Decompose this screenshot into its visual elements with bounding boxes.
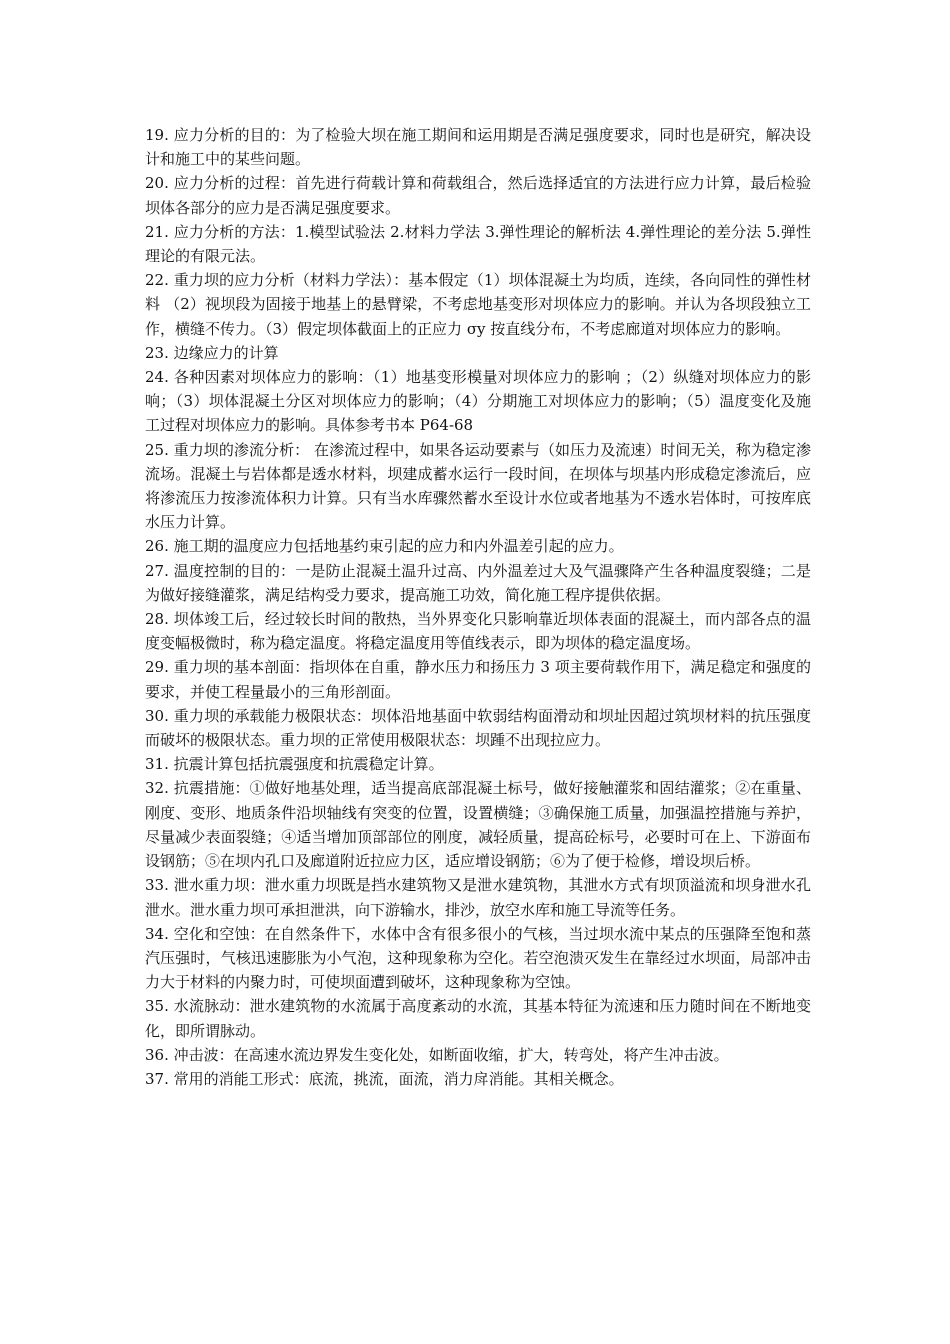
document-body [145, 123, 811, 1091]
list-item: 23. 边缘应力的计算 [145, 343, 279, 362]
list-item: 27. 温度控制的目的：一是防止混凝土温升过高、内外温差过大及气温骤降产生各种温度裂缝；二是为做好接缝灌浆，满足结构受力要求，提高施工功效，简化施工程序提供依据。 [145, 561, 811, 604]
list-item: 33. 泄水重力坝：泄水重力坝既是挡水建筑物又是泄水建筑物，其泄水方式有坝顶溢流和坝身泄水孔泄水。泄水重力坝可承担泄洪，向下游输水，排沙，放空水库和施工导流等任务。 [145, 876, 811, 919]
list-item: 37. 常用的消能工形式：底流，挑流，面流，消力戽消能。其相关概念。 [145, 1069, 624, 1088]
list-item: 21. 应力分析的方法：1.模型试验法 2.材料力学法 3.弹性理论的解析法 4.弹性理论的差分法 5.弹性理论的有限元法。 [145, 222, 811, 266]
list-item: 26. 施工期的温度应力包括地基约束引起的应力和内外温差引起的应力。 [145, 537, 624, 556]
list-item: 35. 水流脉动：泄水建筑物的水流属于高度紊动的水流，其基本特征为流速和压力随时间在不断地变化，即所谓脉动。 [145, 997, 811, 1040]
list-item: 28. 坝体竣工后，经过较长时间的散热，当外界变化只影响靠近坝体表面的混凝土，而内部各点的温度变幅极微时，称为稳定温度。将稳定温度用等值线表示，即为坝体的稳定温度场。 [145, 610, 811, 653]
list-item: 29. 重力坝的基本剖面：指坝体在自重，静水压力和扬压力 3 项主要荷载作用下，满足稳定和强度的要求，并使工程量最小的三角形剖面。 [145, 658, 811, 701]
list-item: 32. 抗震措施：①做好地基处理，适当提高底部混凝土标号，做好接触灌浆和固结灌浆；②在重量、刚度、变形、地质条件沿坝轴线有突变的位置，设置横缝；③确保施工质量，加强温控措施与养护，尽量减少表面裂缝；④适当增加顶部部位的刚度，减轻质量，提高砼标号，必要时可在上、下游面布设钢筋；⑤在坝内孔口及廊道附近拉应力区，适应增设钢筋；⑥为了便于检修，增设坝后桥。 [145, 779, 811, 871]
list-item: 22. 重力坝的应力分析（材料力学法）：基本假定（1）坝体混凝土为均质，连续，各向同性的弹性材料 （2）视坝段为固接于地基上的悬臂梁，不考虑地基变形对坝体应力的影响。并认为各坝段独立工作，横缝不传力。（3）假定坝体截面上的正应力 σy 按直线分布，不考虑廊道对坝体应力的影响。 [145, 271, 811, 338]
list-item: 31. 抗震计算包括抗震强度和抗震稳定计算。 [145, 755, 444, 774]
list-item: 36. 冲击波：在高速水流边界发生变化处，如断面收缩，扩大，转弯处，将产生冲击波。 [145, 1045, 729, 1064]
list-item: 19. 应力分析的目的：为了检验大坝在施工期间和运用期是否满足强度要求，同时也是研究，解决设计和施工中的某些问题。 [145, 126, 811, 169]
list-item: 34. 空化和空蚀：在自然条件下，水体中含有很多很小的气核，当过坝水流中某点的压强降至饱和蒸汽压强时，气核迅速膨胀为小气泡，这种现象称为空化。若空泡溃灭发生在靠经过水坝面，局部冲击力大于材料的内聚力时，可使坝面遭到破坏，这种现象称为空蚀。 [145, 924, 811, 992]
list-item: 24. 各种因素对坝体应力的影响：（1）地基变形模量对坝体应力的影响 ；（2）纵缝对坝体应力的影响；（3）坝体混凝土分区对坝体应力的影响；（4）分期施工对坝体应力的影响；（5）温度变化及施工过程对坝体应力的影响。具体参考书本 P64-68 [145, 368, 811, 435]
list-item: 20. 应力分析的过程：首先进行荷载计算和荷载组合，然后选择适宜的方法进行应力计算，最后检验坝体各部分的应力是否满足强度要求。 [145, 174, 811, 217]
list-item: 25. 重力坝的渗流分析： 在渗流过程中，如果各运动要素与（如压力及流速）时间无关，称为稳定渗流场。混凝土与岩体都是透水材料，坝建成蓄水运行一段时间，在坝体与坝基内形成稳定渗流后，应将渗流压力按渗流体积力计算。只有当水库骤然蓄水至设计水位或者地基为不透水岩体时，可按库底水压力计算。 [145, 440, 811, 532]
list-item: 30. 重力坝的承载能力极限状态：坝体沿地基面中软弱结构面滑动和坝址因超过筑坝材料的抗压强度而破坏的极限状态。重力坝的正常使用极限状态：坝踵不出现拉应力。 [145, 706, 811, 750]
